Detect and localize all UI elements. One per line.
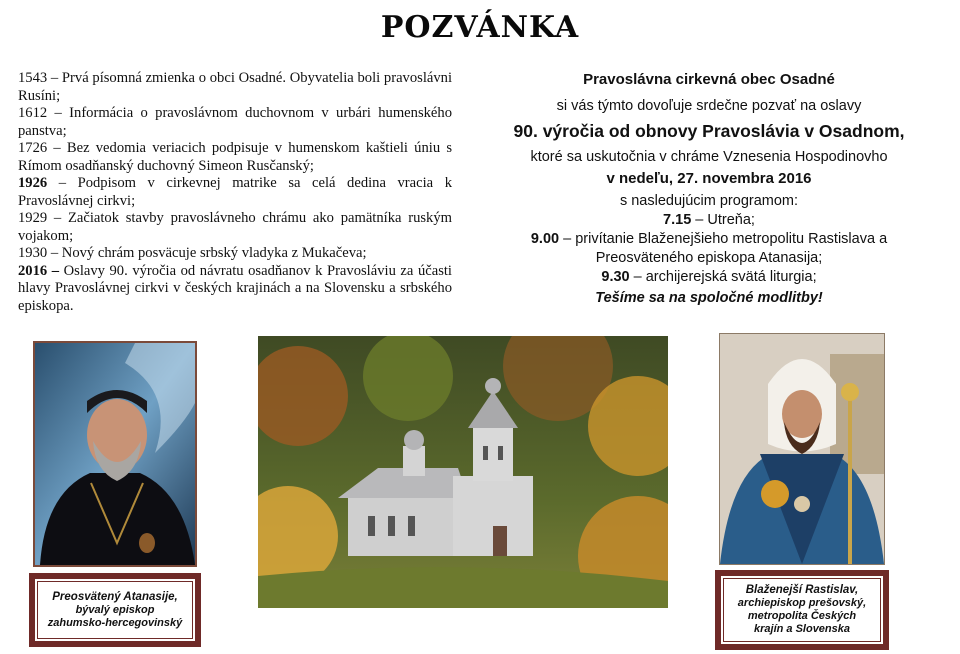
- event-headline: 90. výročia od obnovy Pravoslávia v Osadnom,: [513, 121, 905, 141]
- program-text: – archijerejská svätá liturgia;: [629, 269, 817, 285]
- history-text: – Začiatok stavby pravoslávneho chrámu ako pamätníka ruským vojakom;: [18, 210, 452, 244]
- history-year: 1726: [18, 140, 48, 156]
- history-text: – Podpisom v cirkevnej matrike sa celá dedina vracia k Pravoslávnej cirkvi;: [18, 175, 452, 209]
- program-item: [488, 230, 930, 268]
- program-text: – Utreňa;: [691, 212, 755, 228]
- event-venue: ktoré sa uskutočnia v chráme Vznesenia Hospodinovho: [530, 149, 888, 165]
- history-text: – Nový chrám posväcuje srbský vladyka z Mukačeva;: [47, 245, 367, 261]
- history-entry: [18, 210, 452, 245]
- caption-line: archiepiskop prešovský,: [737, 597, 867, 609]
- history-year: 2016 –: [18, 262, 60, 279]
- history-text: – Informácia o pravoslávnom duchovnom v urbári humenského panstva;: [18, 105, 452, 139]
- history-year: 1929: [18, 210, 48, 226]
- invitation-block: [488, 70, 930, 308]
- history-text: – Bez vedomia veriacich podpisuje v humenskom kaštieli úniu s Rímom osadňanský duchovný Simeon Rusčanský;: [18, 140, 452, 174]
- history-entry: [18, 70, 452, 105]
- invitation-intro: si vás týmto dovoľuje srdečne pozvať na oslavy: [556, 98, 862, 114]
- caption-line: bývalý episkop: [75, 603, 155, 616]
- caption-line: metropolita Českých: [747, 610, 857, 622]
- history-text: Oslavy 90. výročia od návratu osadňanov k Pravosláviu za účasti hlavy Pravoslávnej cirkvi v českých krajinách a na Slovensku a srbského episkopa.: [18, 262, 452, 314]
- history-year: 1543: [18, 70, 48, 86]
- portrait-rastislav: [719, 333, 885, 565]
- portrait-atanasije: [33, 341, 197, 567]
- history-entry: [18, 140, 452, 175]
- program-intro: s nasledujúcim programom:: [619, 193, 799, 209]
- history-entry: [18, 245, 452, 263]
- page-title: POZVÁNKA: [380, 10, 580, 45]
- history-entry: [18, 105, 452, 140]
- history-entry: [18, 263, 452, 316]
- caption-atanasije: [29, 573, 201, 647]
- program-time: 7.15: [663, 212, 692, 228]
- program-time: 9.00: [530, 231, 560, 247]
- history-year: 1930: [18, 245, 48, 261]
- organizer-name: Pravoslávna cirkevná obec Osadné: [583, 71, 835, 88]
- history-year: 1612: [18, 105, 48, 121]
- closing-line: Tešíme sa na spoločné modlitby!: [595, 290, 823, 306]
- history-text: – Prvá písomná zmienka o obci Osadné. Obyvatelia boli pravoslávni Rusíni;: [18, 70, 452, 104]
- history-timeline: [18, 70, 452, 315]
- caption-line: krajín a Slovenska: [754, 623, 850, 635]
- caption-name: Preosvätený Atanasije,: [52, 590, 178, 603]
- program-item: [488, 211, 930, 230]
- program-item: [488, 268, 930, 287]
- program-time: 9.30: [601, 269, 630, 285]
- caption-line: zahumsko-hercegovinský: [47, 616, 183, 629]
- history-year: 1926: [18, 175, 48, 191]
- caption-name: Blaženejší Rastislav,: [745, 584, 859, 596]
- church-photo: [258, 336, 668, 608]
- event-date: v nedeľu, 27. novembra 2016: [606, 170, 812, 187]
- history-entry: [18, 175, 452, 210]
- caption-rastislav: [715, 570, 889, 650]
- program-text: – privítanie Blaženejšieho metropolitu Rastislava a Preosväteného episkopa Atanasija;: [559, 231, 888, 266]
